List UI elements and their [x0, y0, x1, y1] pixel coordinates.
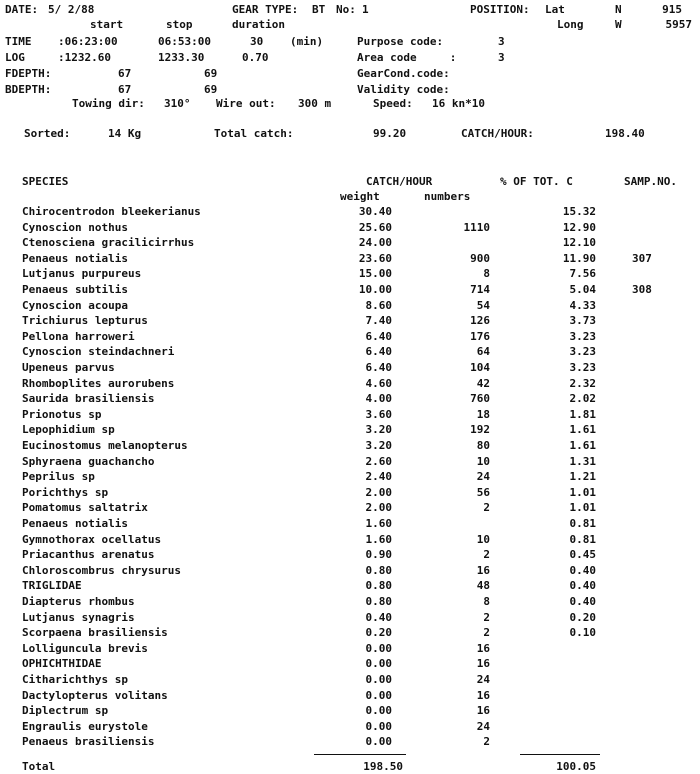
species-name: Chirocentrodon bleekerianus [22, 205, 201, 218]
wire-out-label: Wire out: [216, 97, 276, 110]
validity-code-label: Validity code: [357, 83, 450, 96]
catch-weight: 3.60 [365, 408, 392, 421]
weight-total-rule [314, 754, 406, 755]
col-catch-hour-header: CATCH/HOUR [366, 175, 433, 188]
catch-numbers: 64 [476, 345, 490, 358]
catch-numbers: 2 [483, 501, 490, 514]
species-name: Lepophidium sp [22, 423, 115, 436]
catch-numbers: 16 [476, 704, 490, 717]
catch-numbers: 54 [476, 299, 490, 312]
catch-weight: 0.00 [365, 689, 392, 702]
sorted-value: 14 Kg [108, 127, 142, 140]
total-label: Total [22, 760, 56, 773]
catch-numbers: 900 [470, 252, 490, 265]
towing-dir-value: 310° [164, 97, 191, 110]
catch-numbers: 2 [483, 626, 490, 639]
time-unit: (min) [290, 35, 324, 48]
species-name: Rhomboplites aurorubens [22, 377, 175, 390]
gearcond-code-label: GearCond.code: [357, 67, 450, 80]
catch-weight: 25.60 [358, 221, 392, 234]
species-name: Cynoscion nothus [22, 221, 128, 234]
pct-of-total: 7.56 [569, 267, 596, 280]
catch-hour-value: 198.40 [605, 127, 645, 140]
species-name: Penaeus subtilis [22, 283, 128, 296]
pct-of-total: 1.31 [569, 455, 596, 468]
catch-numbers: 10 [476, 533, 490, 546]
catch-numbers: 760 [470, 392, 490, 405]
species-name: Lutjanus purpureus [22, 267, 142, 280]
log-start: :1232.60 [58, 51, 111, 64]
catch-numbers: 1110 [463, 221, 490, 234]
date-value: 5/ 2/88 [48, 3, 95, 16]
species-name: Penaeus brasiliensis [22, 735, 155, 748]
catch-weight: 0.00 [365, 673, 392, 686]
catch-weight: 0.40 [365, 611, 392, 624]
species-name: Diapterus rhombus [22, 595, 135, 608]
catch-weight: 0.80 [365, 595, 392, 608]
species-name: Dactylopterus volitans [22, 689, 168, 702]
pct-of-total: 5.04 [569, 283, 596, 296]
pct-total-rule [520, 754, 600, 755]
species-name: OPHICHTHIDAE [22, 657, 102, 670]
pct-of-total: 0.45 [569, 548, 596, 561]
time-start: :06:23:00 [58, 35, 118, 48]
long-value: 5957 [665, 18, 692, 31]
species-name: Peprilus sp [22, 470, 95, 483]
pct-of-total: 12.90 [562, 221, 596, 234]
catch-numbers: 176 [470, 330, 490, 343]
purpose-code-value: 3 [498, 35, 505, 48]
species-name: TRIGLIDAE [22, 579, 82, 592]
species-name: Sphyraena guachancho [22, 455, 155, 468]
no-value: 1 [362, 3, 369, 16]
catch-numbers: 8 [483, 267, 490, 280]
species-name: Prionotus sp [22, 408, 102, 421]
pct-of-total: 0.81 [569, 533, 596, 546]
species-name: Diplectrum sp [22, 704, 109, 717]
bdepth-label: BDEPTH: [5, 83, 52, 96]
long-hemisphere: W [615, 18, 622, 31]
pct-of-total: 15.32 [562, 205, 596, 218]
catch-weight: 7.40 [365, 314, 392, 327]
catch-numbers: 80 [476, 439, 490, 452]
catch-weight: 2.40 [365, 470, 392, 483]
catch-weight: 30.40 [358, 205, 392, 218]
catch-weight: 0.00 [365, 720, 392, 733]
pct-of-total: 12.10 [562, 236, 596, 249]
sample-number: 307 [632, 252, 652, 265]
col-start-label: start [90, 18, 124, 31]
catch-weight: 10.00 [358, 283, 392, 296]
pct-of-total: 2.32 [569, 377, 596, 390]
catch-weight: 8.60 [365, 299, 392, 312]
pct-of-total: 1.61 [569, 439, 596, 452]
pct-of-total: 0.20 [569, 611, 596, 624]
long-label: Long [557, 18, 584, 31]
time-label: TIME [5, 35, 32, 48]
pct-of-total: 1.61 [569, 423, 596, 436]
species-name: Eucinostomus melanopterus [22, 439, 188, 452]
catch-numbers: 192 [470, 423, 490, 436]
catch-numbers: 48 [476, 579, 490, 592]
catch-weight: 2.00 [365, 486, 392, 499]
species-name: Trichiurus lepturus [22, 314, 148, 327]
col-numbers-subheader: numbers [424, 190, 471, 203]
catch-numbers: 8 [483, 595, 490, 608]
col-samp-header: SAMP.NO. [624, 175, 677, 188]
catch-weight: 6.40 [365, 345, 392, 358]
species-name: Penaeus notialis [22, 517, 128, 530]
pct-of-total: 1.01 [569, 501, 596, 514]
catch-weight: 4.00 [365, 392, 392, 405]
pct-of-total: 4.33 [569, 299, 596, 312]
catch-weight: 24.00 [358, 236, 392, 249]
pct-of-total: 1.21 [569, 470, 596, 483]
pct-of-total: 0.40 [569, 564, 596, 577]
catch-numbers: 16 [476, 642, 490, 655]
pct-of-total: 2.02 [569, 392, 596, 405]
species-name: Pellona harroweri [22, 330, 135, 343]
species-name: Saurida brasiliensis [22, 392, 155, 405]
pct-of-total: 1.01 [569, 486, 596, 499]
catch-weight: 3.20 [365, 423, 392, 436]
lat-label: Lat [545, 3, 565, 16]
catch-numbers: 16 [476, 564, 490, 577]
col-duration-label: duration [232, 18, 285, 31]
log-stop: 1233.30 [158, 51, 205, 64]
catch-numbers: 16 [476, 657, 490, 670]
fdepth-start: 67 [118, 67, 132, 80]
catch-weight: 2.60 [365, 455, 392, 468]
time-duration: 30 [250, 35, 264, 48]
position-label: POSITION: [470, 3, 530, 16]
speed-value: 16 kn*10 [432, 97, 485, 110]
catch-weight: 0.80 [365, 579, 392, 592]
fdepth-label: FDEPTH: [5, 67, 52, 80]
catch-numbers: 42 [476, 377, 490, 390]
catch-weight: 1.60 [365, 517, 392, 530]
col-species-header: SPECIES [22, 175, 69, 188]
date-label: DATE: [5, 3, 39, 16]
total-catch-label: Total catch: [214, 127, 294, 140]
species-name: Gymnothorax ocellatus [22, 533, 162, 546]
catch-numbers: 18 [476, 408, 490, 421]
catch-numbers: 2 [483, 548, 490, 561]
species-name: Ctenosciena gracilicirrhus [22, 236, 195, 249]
catch-weight: 0.00 [365, 642, 392, 655]
no-label: No: [336, 3, 356, 16]
species-name: Pomatomus saltatrix [22, 501, 148, 514]
catch-weight: 23.60 [358, 252, 392, 265]
catch-numbers: 24 [476, 470, 490, 483]
catch-numbers: 10 [476, 455, 490, 468]
catch-weight: 1.60 [365, 533, 392, 546]
wire-out-value: 300 m [298, 97, 332, 110]
catch-weight: 6.40 [365, 361, 392, 374]
catch-numbers: 126 [470, 314, 490, 327]
pct-of-total: 0.40 [569, 579, 596, 592]
catch-numbers: 2 [483, 611, 490, 624]
catch-weight: 0.20 [365, 626, 392, 639]
species-name: Chloroscombrus chrysurus [22, 564, 181, 577]
pct-of-total: 3.23 [569, 330, 596, 343]
total-catch-value: 99.20 [373, 127, 407, 140]
species-name: Engraulis eurystole [22, 720, 148, 733]
catch-weight: 0.90 [365, 548, 392, 561]
speed-label: Speed: [373, 97, 413, 110]
catch-weight: 2.00 [365, 501, 392, 514]
catch-numbers: 56 [476, 486, 490, 499]
catch-weight: 4.60 [365, 377, 392, 390]
bdepth-stop: 69 [204, 83, 218, 96]
pct-of-total: 1.81 [569, 408, 596, 421]
catch-weight: 3.20 [365, 439, 392, 452]
species-name: Lutjanus synagris [22, 611, 135, 624]
catch-weight: 0.80 [365, 564, 392, 577]
species-name: Cynoscion acoupa [22, 299, 128, 312]
catch-weight: 0.00 [365, 657, 392, 670]
species-name: Scorpaena brasiliensis [22, 626, 168, 639]
catch-weight: 6.40 [365, 330, 392, 343]
catch-hour-label: CATCH/HOUR: [461, 127, 534, 140]
pct-of-total: 0.81 [569, 517, 596, 530]
time-stop: 06:53:00 [158, 35, 211, 48]
species-name: Priacanthus arenatus [22, 548, 155, 561]
species-name: Lolliguncula brevis [22, 642, 148, 655]
catch-weight: 0.00 [365, 704, 392, 717]
col-weight-subheader: weight [340, 190, 380, 203]
catch-weight: 0.00 [365, 735, 392, 748]
catch-numbers: 2 [483, 735, 490, 748]
pct-of-total: 3.23 [569, 361, 596, 374]
pct-of-total: 3.23 [569, 345, 596, 358]
catch-numbers: 16 [476, 689, 490, 702]
pct-of-total: 3.73 [569, 314, 596, 327]
catch-weight: 15.00 [358, 267, 392, 280]
gear-type-value: BT [312, 3, 326, 16]
species-name: Porichthys sp [22, 486, 109, 499]
area-code-value: 3 [498, 51, 505, 64]
lat-hemisphere: N [615, 3, 622, 16]
catch-numbers: 714 [470, 283, 490, 296]
pct-of-total: 0.40 [569, 595, 596, 608]
species-name: Penaeus notialis [22, 252, 128, 265]
log-label: LOG [5, 51, 25, 64]
catch-numbers: 24 [476, 673, 490, 686]
towing-dir-label: Towing dir: [72, 97, 145, 110]
species-name: Citharichthys sp [22, 673, 128, 686]
purpose-code-label: Purpose code: [357, 35, 444, 48]
total-weight: 198.50 [363, 760, 403, 773]
fdepth-stop: 69 [204, 67, 218, 80]
species-name: Cynoscion steindachneri [22, 345, 175, 358]
species-name: Upeneus parvus [22, 361, 115, 374]
sample-number: 308 [632, 283, 652, 296]
col-stop-label: stop [166, 18, 193, 31]
bdepth-start: 67 [118, 83, 132, 96]
col-pct-header: % OF TOT. C [500, 175, 573, 188]
pct-of-total: 11.90 [562, 252, 596, 265]
lat-value: 915 [662, 3, 682, 16]
area-code-label: Area code : [357, 51, 457, 64]
sorted-label: Sorted: [24, 127, 71, 140]
catch-numbers: 24 [476, 720, 490, 733]
total-pct: 100.05 [556, 760, 596, 773]
catch-numbers: 104 [470, 361, 490, 374]
pct-of-total: 0.10 [569, 626, 596, 639]
gear-type-label: GEAR TYPE: [232, 3, 299, 16]
log-duration: 0.70 [242, 51, 269, 64]
